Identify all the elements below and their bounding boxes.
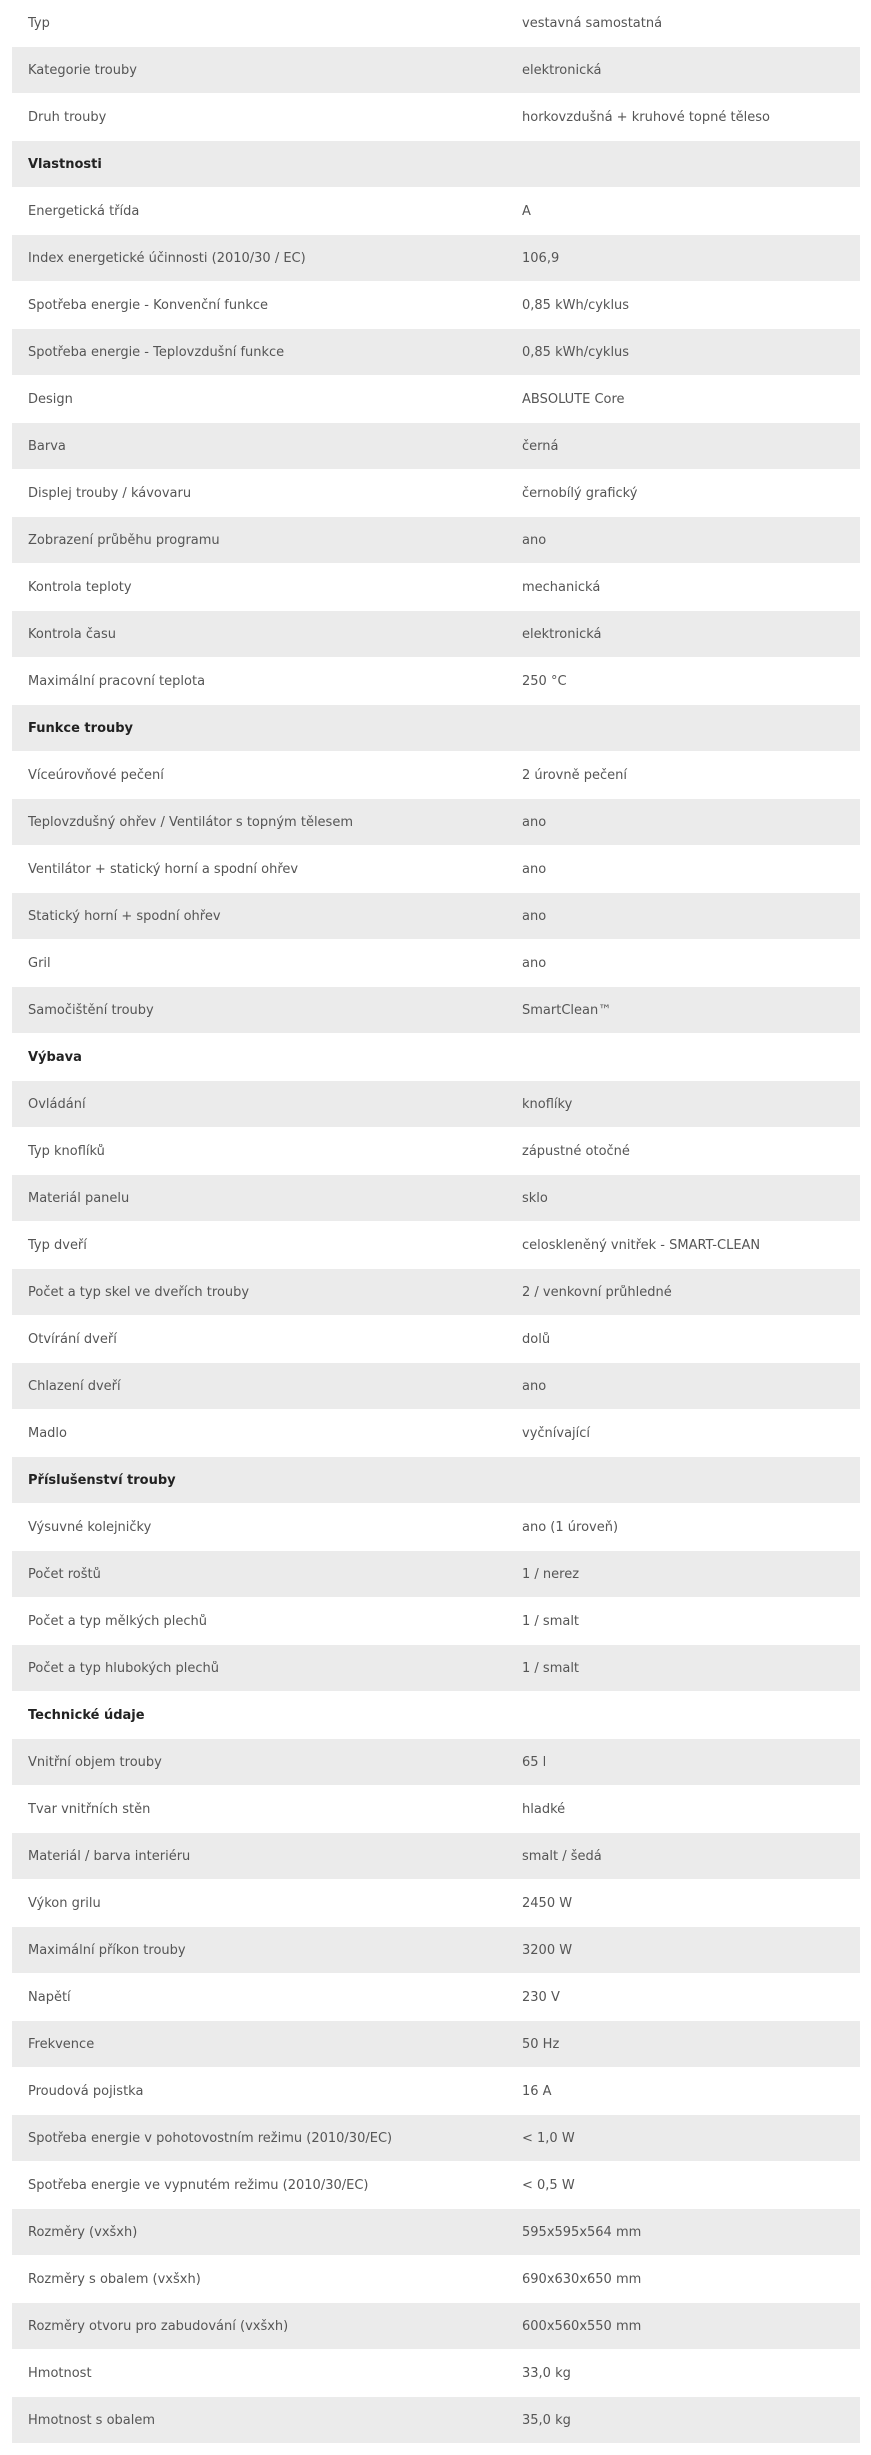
section-header-row xyxy=(12,1692,860,1739)
spec-label: Výkon grilu xyxy=(28,1895,101,1911)
spec-label: Napětí xyxy=(28,1989,71,2005)
section-title: Funkce trouby xyxy=(28,720,134,736)
spec-row xyxy=(12,1175,860,1222)
spec-label: Rozměry (vxšxh) xyxy=(28,2224,138,2240)
spec-row xyxy=(12,517,860,564)
spec-row xyxy=(12,940,860,987)
spec-row xyxy=(12,752,860,799)
spec-label: Proudová pojistka xyxy=(28,2083,144,2099)
spec-value: černobílý grafický xyxy=(522,485,638,501)
spec-row xyxy=(12,1880,860,1927)
spec-row xyxy=(12,1128,860,1175)
spec-row xyxy=(12,0,860,47)
spec-value: 16 A xyxy=(522,2083,552,2099)
spec-label: Energetická třída xyxy=(28,203,140,219)
spec-value: elektronická xyxy=(522,626,602,642)
spec-label: Počet a typ mělkých plechů xyxy=(28,1613,208,1629)
spec-row xyxy=(12,2162,860,2209)
spec-label: Design xyxy=(28,391,73,407)
spec-value: ano xyxy=(522,908,547,924)
spec-row xyxy=(12,1833,860,1880)
spec-value: 65 l xyxy=(522,1754,547,1770)
spec-label: Displej trouby / kávovaru xyxy=(28,485,192,501)
spec-label: Spotřeba energie ve vypnutém režimu (2010/30/EC) xyxy=(28,2177,369,2193)
spec-label: Spotřeba energie v pohotovostním režimu (2010/30/EC) xyxy=(28,2130,393,2146)
spec-label: Barva xyxy=(28,438,66,454)
spec-value: 2450 W xyxy=(522,1895,573,1911)
spec-value: 3200 W xyxy=(522,1942,573,1958)
section-title: Výbava xyxy=(28,1049,82,1065)
spec-label: Typ xyxy=(28,15,50,31)
spec-label: Počet a typ skel ve dveřích trouby xyxy=(28,1284,250,1300)
spec-row xyxy=(12,1316,860,1363)
section-header-row xyxy=(12,141,860,188)
spec-row xyxy=(12,1598,860,1645)
spec-value: celoskleněný vnitřek - SMART-CLEAN xyxy=(522,1237,761,1253)
section-title: Vlastnosti xyxy=(28,156,102,172)
spec-row xyxy=(12,2021,860,2068)
section-header-row xyxy=(12,1034,860,1081)
spec-table xyxy=(12,0,860,2444)
spec-row xyxy=(12,470,860,517)
spec-row xyxy=(12,1786,860,1833)
spec-value: ABSOLUTE Core xyxy=(522,391,625,407)
spec-value: A xyxy=(522,203,531,219)
spec-row xyxy=(12,1410,860,1457)
spec-label: Ovládání xyxy=(28,1096,86,1112)
spec-row xyxy=(12,2397,860,2444)
spec-label: Spotřeba energie - Teplovzdušní funkce xyxy=(28,344,285,360)
spec-row xyxy=(12,2350,860,2397)
spec-row xyxy=(12,2256,860,2303)
spec-label: Spotřeba energie - Konvenční funkce xyxy=(28,297,268,313)
spec-row xyxy=(12,2209,860,2256)
spec-row xyxy=(12,1363,860,1410)
spec-label: Typ dveří xyxy=(28,1237,87,1253)
spec-value: hladké xyxy=(522,1801,566,1817)
spec-label: Ventilátor + statický horní a spodní ohřev xyxy=(28,861,299,877)
spec-value: 2 úrovně pečení xyxy=(522,767,627,783)
spec-row xyxy=(12,987,860,1034)
spec-value: 0,85 kWh/cyklus xyxy=(522,344,630,360)
spec-row xyxy=(12,1645,860,1692)
spec-value: ano xyxy=(522,861,547,877)
spec-label: Víceúrovňové pečení xyxy=(28,767,164,783)
spec-label: Materiál panelu xyxy=(28,1190,130,1206)
spec-value: 250 °C xyxy=(522,673,567,689)
spec-value: 2 / venkovní průhledné xyxy=(522,1284,672,1300)
spec-label: Chlazení dveří xyxy=(28,1378,121,1394)
spec-label: Madlo xyxy=(28,1425,67,1441)
spec-row xyxy=(12,94,860,141)
spec-row xyxy=(12,1974,860,2021)
spec-label: Typ knoflíků xyxy=(28,1143,105,1159)
section-header-row xyxy=(12,1457,860,1504)
spec-value: dolů xyxy=(522,1331,551,1347)
spec-value: ano xyxy=(522,1378,547,1394)
spec-row xyxy=(12,2068,860,2115)
spec-value: 690x630x650 mm xyxy=(522,2271,642,2287)
spec-row xyxy=(12,1269,860,1316)
spec-row xyxy=(12,423,860,470)
spec-label: Frekvence xyxy=(28,2036,95,2052)
spec-value: 50 Hz xyxy=(522,2036,560,2052)
spec-label: Druh trouby xyxy=(28,109,107,125)
spec-label: Hmotnost xyxy=(28,2365,92,2381)
spec-label: Hmotnost s obalem xyxy=(28,2412,156,2428)
spec-label: Tvar vnitřních stěn xyxy=(28,1801,151,1817)
spec-row xyxy=(12,2303,860,2350)
spec-value: 106,9 xyxy=(522,250,560,266)
spec-value: 230 V xyxy=(522,1989,560,2005)
spec-row xyxy=(12,1739,860,1786)
spec-value: < 0,5 W xyxy=(522,2177,575,2193)
spec-value: 0,85 kWh/cyklus xyxy=(522,297,630,313)
spec-label: Teplovzdušný ohřev / Ventilátor s topným tělesem xyxy=(28,814,353,830)
spec-row xyxy=(12,376,860,423)
spec-row xyxy=(12,846,860,893)
spec-label: Kontrola teploty xyxy=(28,579,132,595)
spec-label: Kontrola času xyxy=(28,626,117,642)
spec-label: Otvírání dveří xyxy=(28,1331,117,1347)
spec-label: Zobrazení průběhu programu xyxy=(28,532,220,548)
spec-row xyxy=(12,1927,860,1974)
spec-value: < 1,0 W xyxy=(522,2130,575,2146)
spec-label: Počet roštů xyxy=(28,1566,101,1582)
spec-value: mechanická xyxy=(522,579,601,595)
spec-value: 33,0 kg xyxy=(522,2365,571,2381)
spec-row xyxy=(12,2115,860,2162)
spec-label: Maximální příkon trouby xyxy=(28,1942,186,1958)
section-title: Příslušenství trouby xyxy=(28,1472,176,1488)
spec-row xyxy=(12,329,860,376)
spec-value: ano xyxy=(522,814,547,830)
spec-row xyxy=(12,611,860,658)
spec-label: Rozměry otvoru pro zabudování (vxšxh) xyxy=(28,2318,289,2334)
spec-value: ano xyxy=(522,955,547,971)
spec-label: Počet a typ hlubokých plechů xyxy=(28,1660,220,1676)
spec-value: sklo xyxy=(522,1190,548,1206)
spec-row xyxy=(12,235,860,282)
spec-row xyxy=(12,188,860,235)
spec-value: SmartClean™ xyxy=(522,1002,612,1018)
spec-row xyxy=(12,658,860,705)
spec-row xyxy=(12,1081,860,1128)
spec-value: 1 / nerez xyxy=(522,1566,580,1582)
spec-row xyxy=(12,564,860,611)
spec-value: 35,0 kg xyxy=(522,2412,571,2428)
spec-label: Samočištění trouby xyxy=(28,1002,154,1018)
spec-row xyxy=(12,893,860,940)
spec-value: smalt / šedá xyxy=(522,1848,602,1864)
section-title: Technické údaje xyxy=(28,1707,145,1723)
spec-row xyxy=(12,1222,860,1269)
spec-value: ano xyxy=(522,532,547,548)
spec-row xyxy=(12,47,860,94)
spec-value: 1 / smalt xyxy=(522,1660,580,1676)
spec-label: Materiál / barva interiéru xyxy=(28,1848,191,1864)
spec-value: 1 / smalt xyxy=(522,1613,580,1629)
spec-value: zápustné otočné xyxy=(522,1143,630,1159)
spec-value: vestavná samostatná xyxy=(522,15,663,31)
spec-row xyxy=(12,799,860,846)
spec-value: ano (1 úroveň) xyxy=(522,1519,619,1535)
spec-label: Rozměry s obalem (vxšxh) xyxy=(28,2271,201,2287)
section-header-row xyxy=(12,705,860,752)
spec-row xyxy=(12,1504,860,1551)
spec-label: Výsuvné kolejničky xyxy=(28,1519,152,1535)
spec-label: Index energetické účinnosti (2010/30 / EC) xyxy=(28,250,306,266)
spec-row xyxy=(12,1551,860,1598)
spec-label: Maximální pracovní teplota xyxy=(28,673,206,689)
spec-value: 600x560x550 mm xyxy=(522,2318,642,2334)
spec-value: knoflíky xyxy=(522,1096,573,1112)
spec-row xyxy=(12,282,860,329)
spec-value: černá xyxy=(522,438,559,454)
spec-label: Gril xyxy=(28,955,51,971)
spec-value: elektronická xyxy=(522,62,602,78)
spec-label: Statický horní + spodní ohřev xyxy=(28,908,221,924)
spec-value: horkovzdušná + kruhové topné těleso xyxy=(522,109,770,125)
spec-label: Vnitřní objem trouby xyxy=(28,1754,162,1770)
spec-value: vyčnívající xyxy=(522,1425,591,1441)
spec-value: 595x595x564 mm xyxy=(522,2224,642,2240)
spec-label: Kategorie trouby xyxy=(28,62,137,78)
